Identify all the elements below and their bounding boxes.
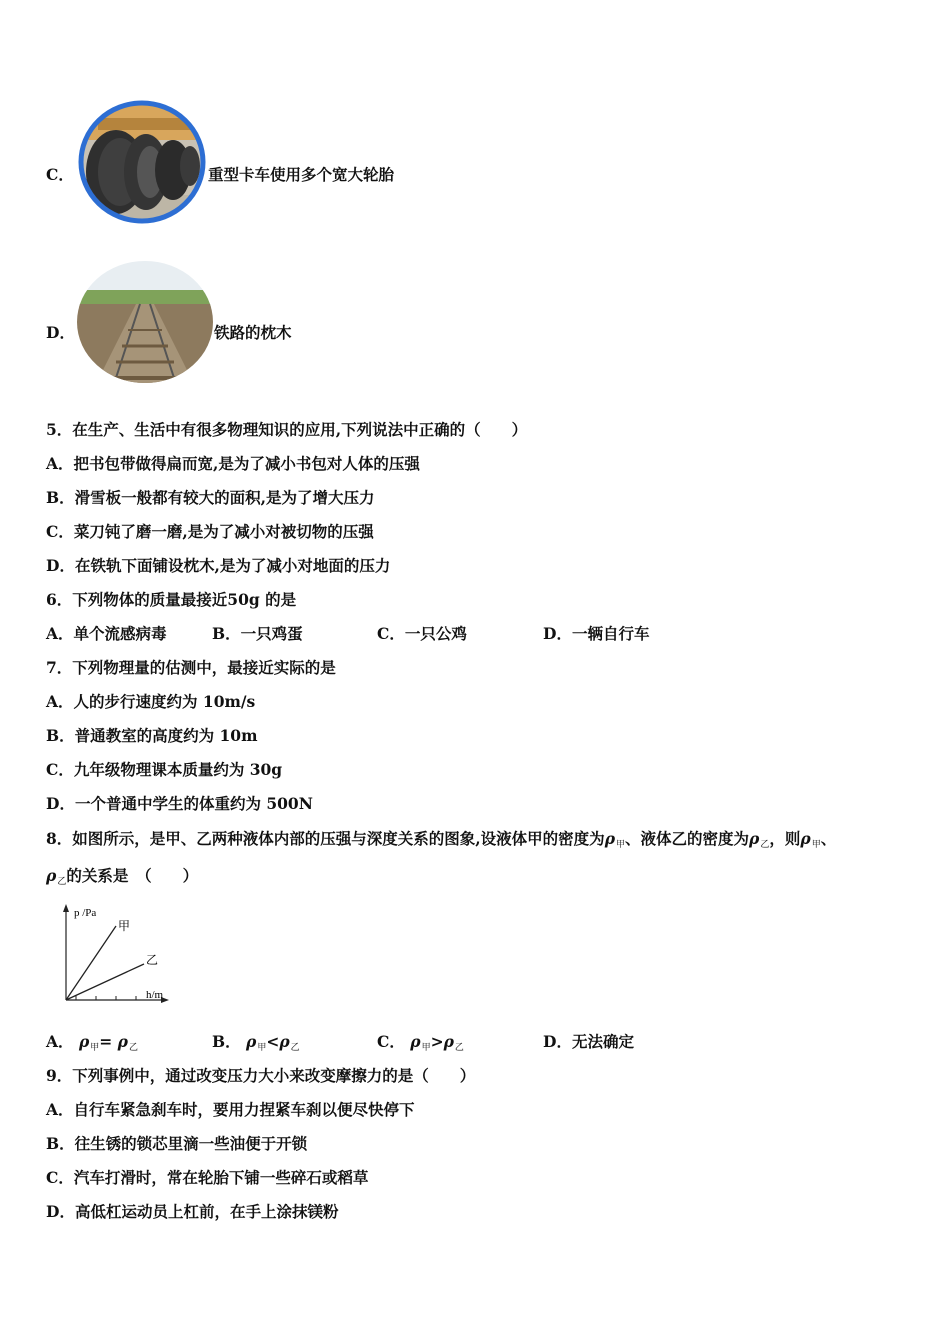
graph-xlabel: h/m bbox=[146, 989, 164, 1001]
graph-label-jia: 甲 bbox=[118, 919, 131, 933]
q9-option-c: C．汽车打滑时，常在轮胎下铺一些碎石或稻草 bbox=[46, 1168, 369, 1187]
q6-stem: 6．下列物体的质量最接近50g 的是 bbox=[46, 590, 297, 609]
q7-option-d: D．一个普通中学生的体重约为 500N bbox=[46, 794, 313, 813]
q7-option-b: B．普通教室的高度约为 10m bbox=[46, 726, 258, 745]
option-c-letter: C． bbox=[46, 165, 74, 184]
q9-option-b: B．往生锈的锁芯里滴一些油便于开锁 bbox=[46, 1134, 308, 1153]
q9-stem: 9．下列事例中，通过改变压力大小来改变摩擦力的是（ ） bbox=[46, 1066, 476, 1085]
q9-option-a: A．自行车紧急刹车时，要用力捏紧车刹以便尽快停下 bbox=[46, 1100, 415, 1119]
q5-option-a: A．把书包带做得扁而宽,是为了减小书包对人体的压强 bbox=[46, 454, 420, 473]
q5-option-d: D．在铁轨下面铺设枕木,是为了减小对地面的压力 bbox=[46, 556, 391, 575]
q8-stem-line1: 8．如图所示，是甲、乙两种液体内部的压强与深度关系的图象,设液体甲的密度为ρ甲、液体乙的密度为ρ乙，则ρ甲、 bbox=[46, 829, 837, 850]
q5-option-b: B．滑雪板一般都有较大的面积,是为了增大压力 bbox=[46, 488, 375, 507]
q6-option-a: A．单个流感病毒 bbox=[46, 624, 167, 643]
pressure-depth-graph bbox=[56, 902, 176, 1006]
graph-label-yi: 乙 bbox=[146, 953, 159, 967]
q9-option-d: D．高低杠运动员上杠前，在手上涂抹镁粉 bbox=[46, 1202, 339, 1221]
q5-option-c: C．菜刀钝了磨一磨,是为了减小对被切物的压强 bbox=[46, 522, 374, 541]
q8-option-a: A． ρ甲= ρ乙 bbox=[46, 1032, 138, 1053]
option-d-letter: D． bbox=[46, 323, 75, 342]
option-d-text: 铁路的枕木 bbox=[214, 323, 292, 342]
graph-ylabel: p /Pa bbox=[74, 907, 97, 919]
q6-option-d: D．一辆自行车 bbox=[543, 624, 650, 643]
q7-option-a: A．人的步行速度约为 10m/s bbox=[46, 692, 256, 711]
q8-option-b: B． ρ甲<ρ乙 bbox=[212, 1032, 300, 1053]
q8-option-d: D．无法确定 bbox=[543, 1032, 634, 1051]
q5-stem: 5．在生产、生活中有很多物理知识的应用,下列说法中正确的（ ） bbox=[46, 420, 528, 439]
truck-tires-photo-icon bbox=[78, 100, 206, 224]
q8-stem-line2: ρ乙的关系是 （ ） bbox=[46, 866, 199, 887]
railway-sleepers-photo-icon bbox=[76, 260, 214, 384]
q7-option-c: C．九年级物理课本质量约为 30g bbox=[46, 760, 283, 779]
option-c-text: 重型卡车使用多个宽大轮胎 bbox=[208, 165, 395, 184]
q8-option-c: C． ρ甲>ρ乙 bbox=[377, 1032, 464, 1053]
q6-option-b: B．一只鸡蛋 bbox=[212, 624, 303, 643]
q7-stem: 7．下列物理量的估测中，最接近实际的是 bbox=[46, 658, 336, 677]
q6-option-c: C．一只公鸡 bbox=[377, 624, 467, 643]
